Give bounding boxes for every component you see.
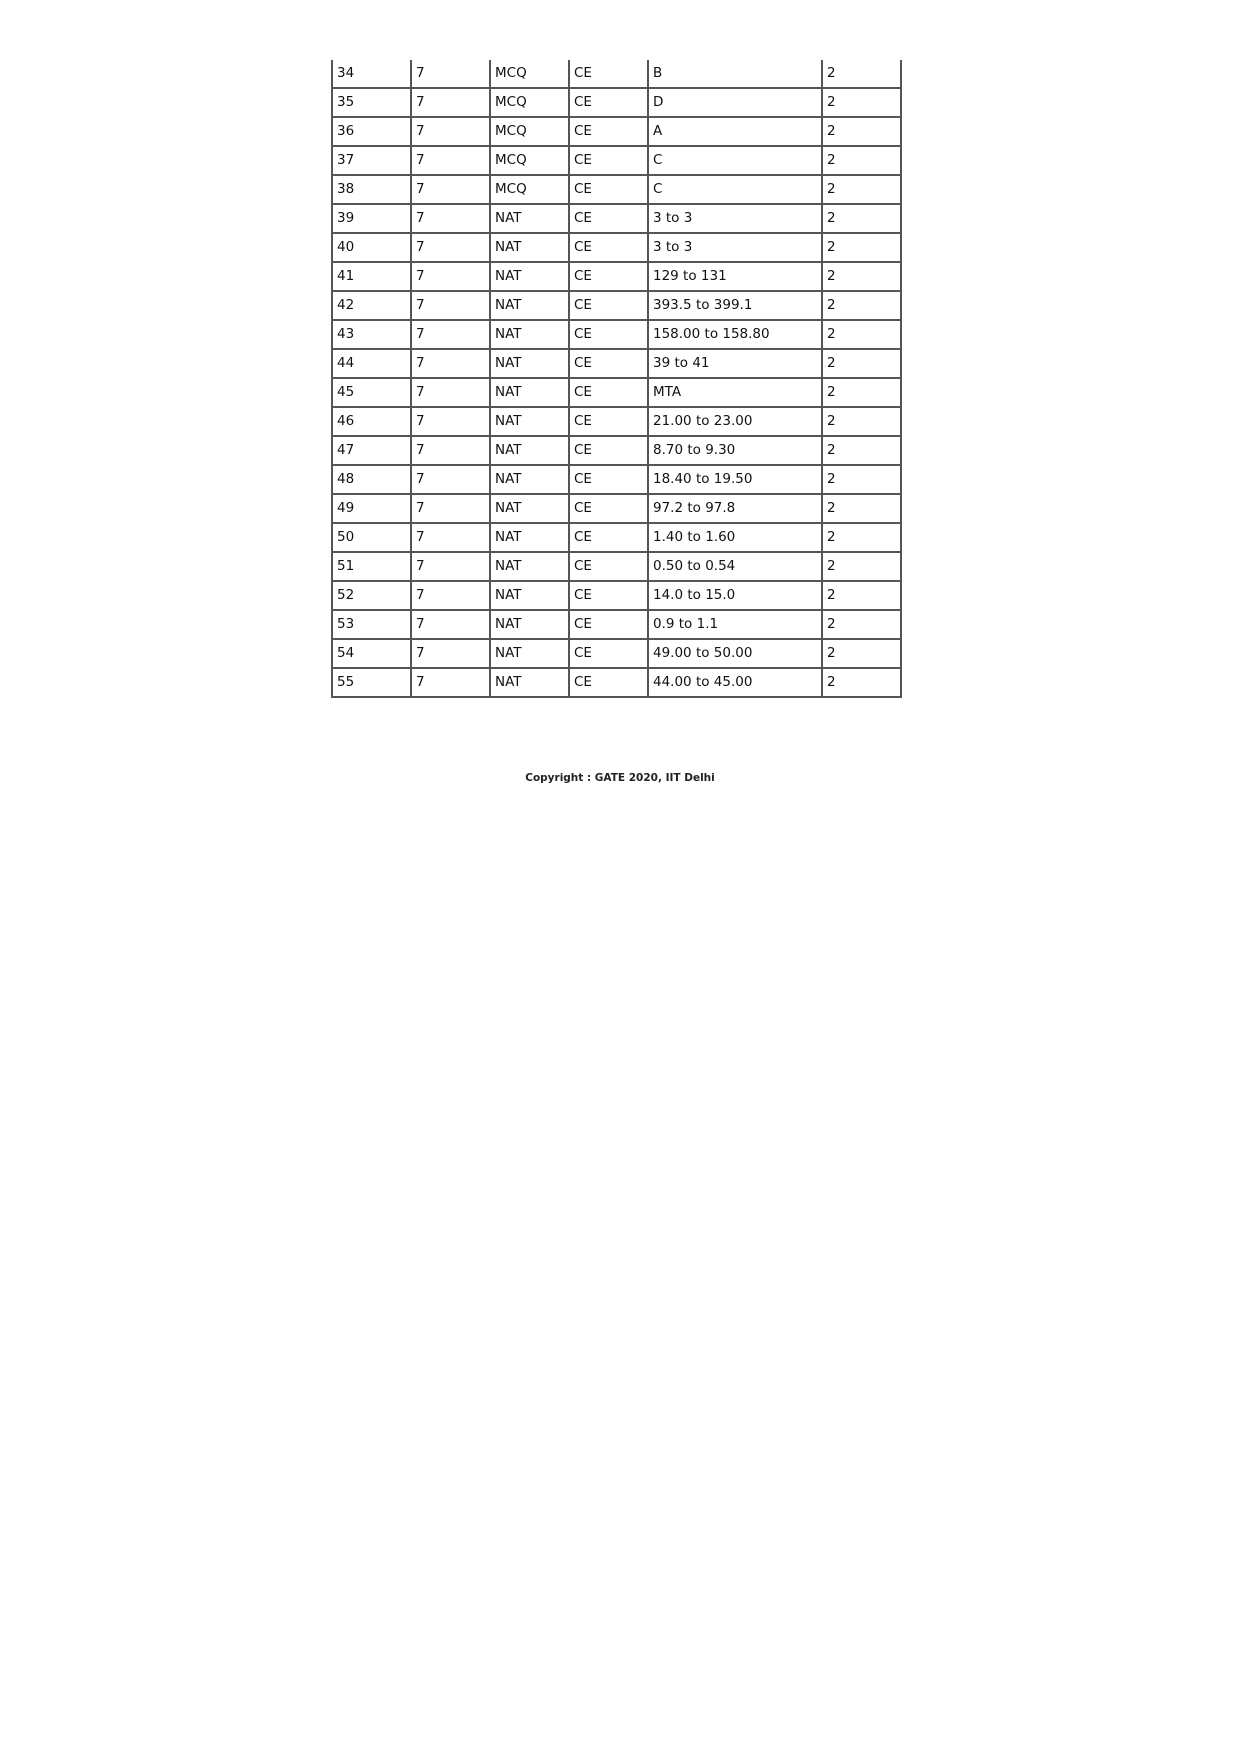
question-number-cell: 55 <box>332 668 411 697</box>
answer-key-sheet <box>331 60 902 698</box>
session-cell: 7 <box>411 349 490 378</box>
section-cell: CE <box>569 117 648 146</box>
answer-key-cell: C <box>648 175 822 204</box>
section-cell: CE <box>569 494 648 523</box>
question-number-cell: 51 <box>332 552 411 581</box>
answer-key-cell: 393.5 to 399.1 <box>648 291 822 320</box>
session-cell: 7 <box>411 262 490 291</box>
answer-key-cell: A <box>648 117 822 146</box>
question-number-cell: 54 <box>332 639 411 668</box>
section-cell: CE <box>569 436 648 465</box>
table-row <box>332 320 901 349</box>
marks-cell: 2 <box>822 262 901 291</box>
table-row <box>332 436 901 465</box>
section-cell: CE <box>569 88 648 117</box>
answer-key-cell: 0.9 to 1.1 <box>648 610 822 639</box>
marks-cell: 2 <box>822 668 901 697</box>
marks-cell: 2 <box>822 523 901 552</box>
session-cell: 7 <box>411 436 490 465</box>
marks-cell: 2 <box>822 204 901 233</box>
table-row <box>332 291 901 320</box>
question-number-cell: 47 <box>332 436 411 465</box>
answer-key-cell: 8.70 to 9.30 <box>648 436 822 465</box>
answer-key-cell: C <box>648 146 822 175</box>
marks-cell: 2 <box>822 175 901 204</box>
question-number-cell: 43 <box>332 320 411 349</box>
table-row <box>332 117 901 146</box>
answer-key-cell: D <box>648 88 822 117</box>
question-number-cell: 34 <box>337 65 355 81</box>
marks-cell: 2 <box>822 639 901 668</box>
marks-cell: 2 <box>822 146 901 175</box>
question-type-cell: NAT <box>490 639 569 668</box>
table-row <box>332 465 901 494</box>
question-number-cell: 37 <box>332 146 411 175</box>
answer-key-cell: 39 to 41 <box>648 349 822 378</box>
question-number-cell: 42 <box>332 291 411 320</box>
marks-cell: 2 <box>822 117 901 146</box>
session-cell: 7 <box>411 465 490 494</box>
section-cell: CE <box>569 668 648 697</box>
question-number-cell: 48 <box>332 465 411 494</box>
session-cell: 7 <box>411 494 490 523</box>
section-cell: CE <box>569 349 648 378</box>
answer-key-cell: 0.50 to 0.54 <box>648 552 822 581</box>
section-cell: CE <box>569 610 648 639</box>
marks-cell: 2 <box>822 407 901 436</box>
session-cell: 7 <box>411 146 490 175</box>
question-type-cell: NAT <box>490 262 569 291</box>
session-cell: 7 <box>411 552 490 581</box>
question-type-cell: NAT <box>490 523 569 552</box>
session-cell: 7 <box>411 117 490 146</box>
session-cell: 7 <box>411 291 490 320</box>
table-row <box>332 407 901 436</box>
table-row <box>332 175 901 204</box>
question-number-cell: 36 <box>332 117 411 146</box>
question-type-cell: MCQ <box>490 60 569 88</box>
session-cell: 7 <box>411 60 490 88</box>
session-cell: 7 <box>411 407 490 436</box>
question-number-cell: 38 <box>332 175 411 204</box>
question-number-cell: 52 <box>332 581 411 610</box>
marks-cell: 2 <box>822 88 901 117</box>
question-type-cell: MCQ <box>490 146 569 175</box>
marks-cell: 2 <box>822 233 901 262</box>
question-type-cell: NAT <box>490 465 569 494</box>
answer-key-cell: 44.00 to 45.00 <box>648 668 822 697</box>
section-cell: CE <box>569 291 648 320</box>
session-cell: 7 <box>411 610 490 639</box>
table-row <box>332 262 901 291</box>
question-type-cell: NAT <box>490 349 569 378</box>
section-cell: CE <box>569 552 648 581</box>
question-number-cell: 49 <box>332 494 411 523</box>
table-row <box>332 378 901 407</box>
table-row <box>332 349 901 378</box>
table-row <box>332 639 901 668</box>
section-cell: CE <box>569 320 648 349</box>
session-cell: 7 <box>411 639 490 668</box>
table-row <box>332 146 901 175</box>
section-cell: CE <box>569 175 648 204</box>
answer-key-cell: 3 to 3 <box>648 233 822 262</box>
table-row <box>332 233 901 262</box>
session-cell: 7 <box>411 88 490 117</box>
table-row <box>332 88 901 117</box>
answer-key-cell: B <box>648 60 822 88</box>
question-type-cell: MCQ <box>490 88 569 117</box>
marks-cell: 2 <box>822 291 901 320</box>
marks-cell: 2 <box>822 494 901 523</box>
session-cell: 7 <box>411 378 490 407</box>
question-type-cell: NAT <box>490 494 569 523</box>
section-cell: CE <box>569 146 648 175</box>
marks-cell: 2 <box>822 581 901 610</box>
section-cell: CE <box>569 204 648 233</box>
marks-cell: 2 <box>822 60 901 88</box>
marks-cell: 2 <box>822 610 901 639</box>
section-cell: CE <box>569 523 648 552</box>
section-cell: CE <box>569 639 648 668</box>
question-type-cell: NAT <box>490 436 569 465</box>
answer-key-cell: 97.2 to 97.8 <box>648 494 822 523</box>
answer-key-cell: 3 to 3 <box>648 204 822 233</box>
session-cell: 7 <box>411 233 490 262</box>
session-cell: 7 <box>411 668 490 697</box>
section-cell: CE <box>569 378 648 407</box>
table-row <box>332 610 901 639</box>
table-row <box>332 552 901 581</box>
question-number-cell: 50 <box>332 523 411 552</box>
answer-key-cell: 21.00 to 23.00 <box>648 407 822 436</box>
question-number-cell: 46 <box>332 407 411 436</box>
question-type-cell: NAT <box>490 378 569 407</box>
section-cell: CE <box>569 60 648 88</box>
answer-key-rows <box>332 60 901 697</box>
copyright-footer: Copyright : GATE 2020, IIT Delhi <box>525 772 715 784</box>
question-type-cell: NAT <box>490 668 569 697</box>
question-number-cell: 45 <box>332 378 411 407</box>
section-cell: CE <box>569 233 648 262</box>
question-type-cell: MCQ <box>490 117 569 146</box>
session-cell: 7 <box>411 581 490 610</box>
section-cell: CE <box>569 581 648 610</box>
answer-key-cell: MTA <box>648 378 822 407</box>
section-cell: CE <box>569 465 648 494</box>
question-number-cell: 40 <box>332 233 411 262</box>
table-row <box>332 581 901 610</box>
session-cell: 7 <box>411 175 490 204</box>
question-number-cell: 39 <box>332 204 411 233</box>
answer-key-cell: 158.00 to 158.80 <box>648 320 822 349</box>
question-type-cell: NAT <box>490 552 569 581</box>
marks-cell: 2 <box>822 552 901 581</box>
question-type-cell: NAT <box>490 204 569 233</box>
marks-cell: 2 <box>822 465 901 494</box>
table-row <box>332 523 901 552</box>
question-type-cell: MCQ <box>490 175 569 204</box>
answer-key-cell: 14.0 to 15.0 <box>648 581 822 610</box>
question-number-cell: 41 <box>332 262 411 291</box>
answer-key-cell: 1.40 to 1.60 <box>648 523 822 552</box>
answer-key-table <box>331 60 902 698</box>
marks-cell: 2 <box>822 378 901 407</box>
question-type-cell: NAT <box>490 407 569 436</box>
answer-key-cell: 49.00 to 50.00 <box>648 639 822 668</box>
section-cell: CE <box>569 262 648 291</box>
session-cell: 7 <box>411 320 490 349</box>
marks-cell: 2 <box>822 349 901 378</box>
question-type-cell: NAT <box>490 233 569 262</box>
session-cell: 7 <box>411 523 490 552</box>
marks-cell: 2 <box>822 320 901 349</box>
question-type-cell: NAT <box>490 610 569 639</box>
table-row <box>332 60 901 88</box>
table-row <box>332 668 901 697</box>
question-number-cell: 35 <box>332 88 411 117</box>
answer-key-cell: 18.40 to 19.50 <box>648 465 822 494</box>
table-row <box>332 204 901 233</box>
question-type-cell: NAT <box>490 291 569 320</box>
question-number-cell: 44 <box>332 349 411 378</box>
section-cell: CE <box>569 407 648 436</box>
question-type-cell: NAT <box>490 320 569 349</box>
question-number-cell: 53 <box>332 610 411 639</box>
question-type-cell: NAT <box>490 581 569 610</box>
marks-cell: 2 <box>822 436 901 465</box>
session-cell: 7 <box>411 204 490 233</box>
answer-key-cell: 129 to 131 <box>648 262 822 291</box>
table-row <box>332 494 901 523</box>
